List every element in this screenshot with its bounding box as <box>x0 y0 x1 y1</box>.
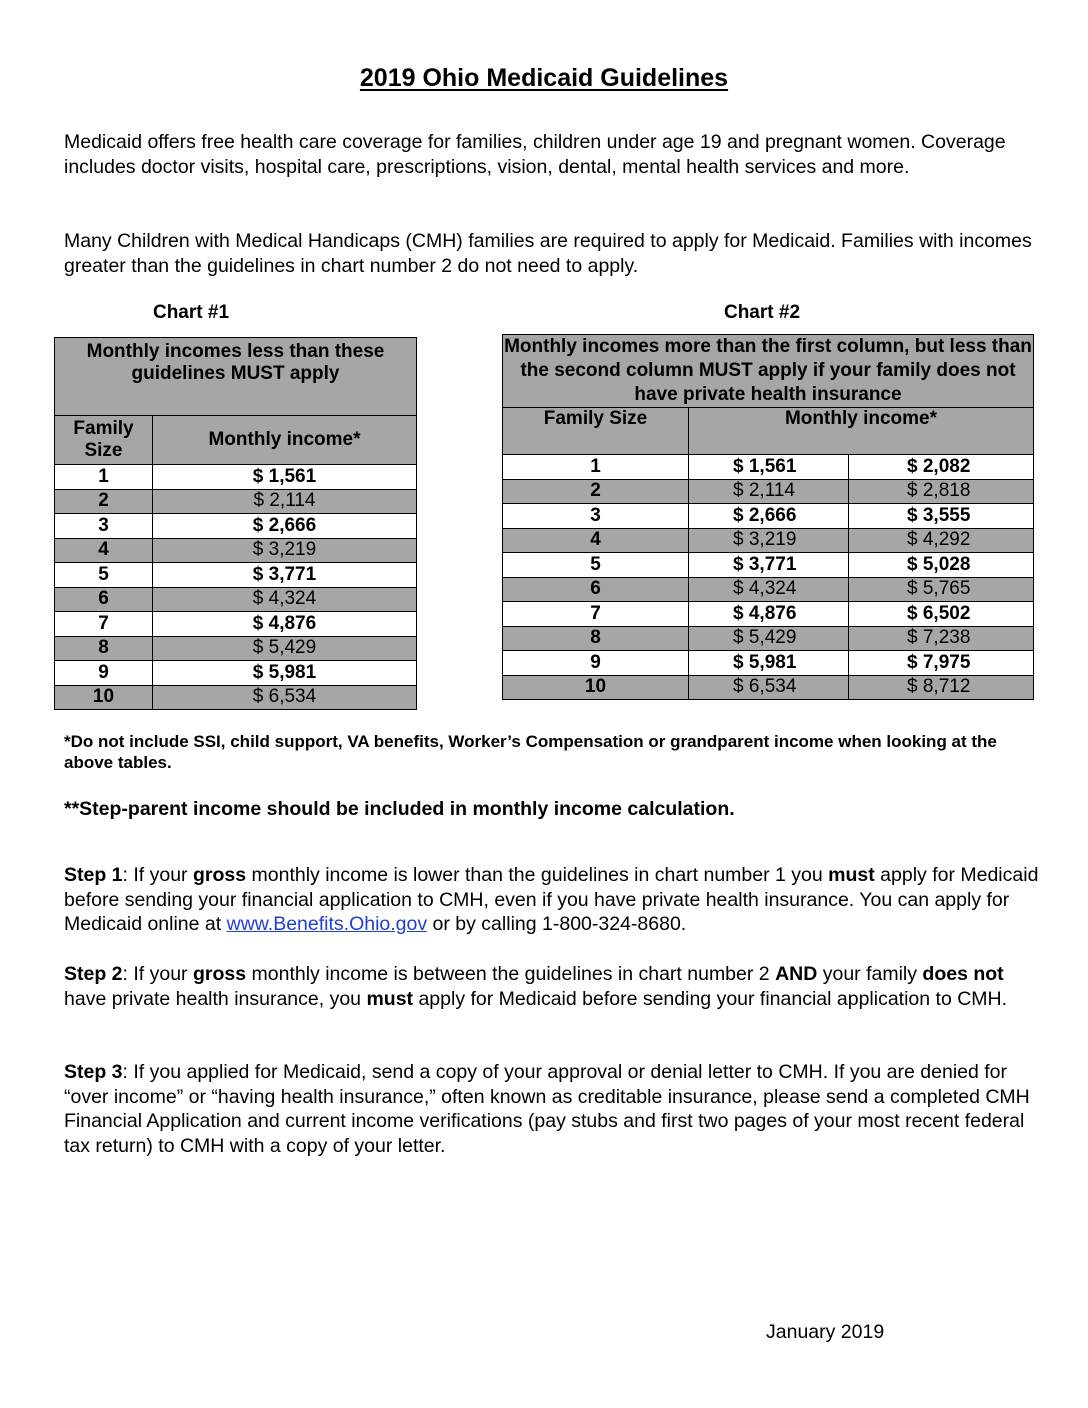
family-size-cell: 7 <box>55 612 153 637</box>
intro-paragraph-coverage: Medicaid offers free health care coverage for families, children under age 19 and pregnant women. Coverage includes doctor visits, hospital care, prescriptions, vision, dental, mental health services and more. <box>64 131 1006 178</box>
chart1-header: Monthly incomes less than these guidelines MUST apply <box>55 338 417 416</box>
income-upper-cell: $ 8,712 <box>849 675 1034 700</box>
table-row <box>503 675 1034 700</box>
table-row <box>503 626 1034 651</box>
step2-text: apply for Medicaid before sending your financial application to CMH. <box>413 987 1008 1010</box>
income-cell: $ 1,561 <box>689 455 849 480</box>
income-upper-cell: $ 5,765 <box>849 577 1034 602</box>
income-cell: $ 2,666 <box>153 514 417 539</box>
document-date: January 2019 <box>766 1321 885 1343</box>
exclusions-note: *Do not include SSI, child support, VA benefits, Worker’s Compensation or grandparent income when looking at the above tables. <box>64 732 997 772</box>
family-size-cell: 6 <box>55 587 153 612</box>
chart2-header-row <box>503 335 1034 408</box>
step1-label: Step 1 <box>64 864 123 886</box>
chart1-label: Chart #1 <box>152 302 230 323</box>
income-cell: $ 3,771 <box>153 563 417 588</box>
step2-emphasis-does-not: does not <box>922 963 1004 985</box>
table-row <box>55 587 417 612</box>
table-row <box>55 661 417 686</box>
step2-paragraph <box>64 962 1039 1011</box>
income-cell: $ 4,324 <box>689 577 849 602</box>
table-row <box>55 514 417 539</box>
income-upper-cell: $ 2,082 <box>849 455 1034 480</box>
income-cell: $ 1,561 <box>153 465 417 490</box>
income-cell: $ 5,981 <box>153 661 417 686</box>
step1-paragraph <box>64 863 1039 937</box>
family-size-cell: 2 <box>55 489 153 514</box>
income-cell: $ 6,534 <box>689 675 849 700</box>
table-row <box>55 489 417 514</box>
family-size-cell: 6 <box>503 577 689 602</box>
intro-paragraph-cmh: Many Children with Medical Handicaps (CMH) families are required to apply for Medicaid. Families with incomes greater than the guidelines in chart number 2 do not need to apply. <box>64 230 1032 277</box>
income-cell: $ 2,114 <box>153 489 417 514</box>
income-cell: $ 2,666 <box>689 504 849 529</box>
income-cell: $ 3,771 <box>689 553 849 578</box>
income-cell: $ 5,981 <box>689 651 849 676</box>
step1-emphasis-gross: gross <box>192 864 247 886</box>
income-upper-cell: $ 5,028 <box>849 553 1034 578</box>
table-row <box>55 465 417 490</box>
step3-label: Step 3 <box>64 1061 123 1083</box>
step2-text: have private health insurance, you <box>64 987 367 1010</box>
family-size-cell: 3 <box>503 504 689 529</box>
family-size-cell: 1 <box>55 465 153 490</box>
step1-emphasis-must: must <box>828 864 875 886</box>
income-upper-cell: $ 7,975 <box>849 651 1034 676</box>
chart2-column-header-row <box>503 408 1034 455</box>
step2-emphasis-must: must <box>366 987 414 1010</box>
family-size-cell: 9 <box>55 661 153 686</box>
family-size-cell: 10 <box>503 675 689 700</box>
step2-label: Step 2 <box>64 963 123 985</box>
chart1-col-monthly-income: Monthly income* <box>153 416 417 465</box>
step1-text: monthly income is lower than the guidelines in chart number 1 you <box>246 864 829 886</box>
table-row <box>55 612 417 637</box>
income-cell: $ 4,324 <box>153 587 417 612</box>
income-cell: $ 3,219 <box>689 528 849 553</box>
income-upper-cell: $ 7,238 <box>849 626 1034 651</box>
step1-text: : If your <box>122 864 193 886</box>
family-size-cell: 9 <box>503 651 689 676</box>
chart2-col-family-size: Family Size <box>503 408 689 455</box>
table-row <box>503 602 1034 627</box>
step3-text: : If you applied for Medicaid, send a copy of your approval or denial letter to CMH. If you are denied for “over income” or “having health insurance,” often known as creditable insurance, please send a completed CMH Financial Application and current income verifications (pay stubs and first two pages of your most recent federal tax return) to CMH with a copy of your letter. <box>64 1061 1030 1157</box>
table-row <box>503 455 1034 480</box>
table-row <box>55 563 417 588</box>
benefits-ohio-link[interactable]: www.Benefits.Ohio.gov <box>226 913 428 935</box>
family-size-cell: 8 <box>55 636 153 661</box>
family-size-cell: 2 <box>503 479 689 504</box>
income-upper-cell: $ 3,555 <box>849 504 1034 529</box>
step3-paragraph <box>64 1060 1039 1158</box>
table-row <box>503 651 1034 676</box>
income-cell: $ 5,429 <box>689 626 849 651</box>
page-title: 2019 Ohio Medicaid Guidelines <box>359 64 729 92</box>
table-row <box>503 553 1034 578</box>
family-size-cell: 8 <box>503 626 689 651</box>
step-parent-note: **Step-parent income should be included in monthly income calculation. <box>64 798 735 820</box>
step2-emphasis-gross: gross <box>192 963 247 985</box>
income-upper-cell: $ 4,292 <box>849 528 1034 553</box>
step1-text: or by calling 1-800-324-8680. <box>427 913 687 935</box>
chart2-col-monthly-income: Monthly income* <box>689 408 1034 455</box>
chart1-col-family-size: Family Size <box>55 416 153 465</box>
step2-emphasis-and: AND <box>775 963 818 985</box>
table-row <box>503 504 1034 529</box>
step2-text: monthly income is between the guidelines in chart number 2 <box>246 963 776 985</box>
income-upper-cell: $ 6,502 <box>849 602 1034 627</box>
family-size-cell: 7 <box>503 602 689 627</box>
family-size-cell: 1 <box>503 455 689 480</box>
table-row <box>503 577 1034 602</box>
family-size-cell: 4 <box>503 528 689 553</box>
family-size-cell: 5 <box>503 553 689 578</box>
step2-text: your family <box>817 963 923 985</box>
income-cell: $ 6,534 <box>153 685 417 710</box>
family-size-cell: 4 <box>55 538 153 563</box>
family-size-cell: 10 <box>55 685 153 710</box>
family-size-cell: 5 <box>55 563 153 588</box>
table-row <box>503 528 1034 553</box>
chart2-label: Chart #2 <box>723 302 801 323</box>
chart1-header-row <box>55 338 417 416</box>
table-row <box>503 479 1034 504</box>
family-size-cell: 3 <box>55 514 153 539</box>
step2-text: : If your <box>122 963 193 985</box>
step1-text: apply for Medicaid before sending your financial application to CMH, even if you have private health insurance. You can apply for Medicaid online at <box>64 864 1039 935</box>
income-cell: $ 4,876 <box>153 612 417 637</box>
income-upper-cell: $ 2,818 <box>849 479 1034 504</box>
table-row <box>55 685 417 710</box>
income-cell: $ 4,876 <box>689 602 849 627</box>
chart2-table <box>502 334 1034 700</box>
income-cell: $ 2,114 <box>689 479 849 504</box>
table-row <box>55 538 417 563</box>
chart1-table <box>54 337 417 710</box>
chart2-header: Monthly incomes more than the first column, but less than the second column MUST apply if your family does not have private health insurance <box>503 335 1034 408</box>
table-row <box>55 636 417 661</box>
chart1-column-header-row <box>55 416 417 465</box>
income-cell: $ 5,429 <box>153 636 417 661</box>
income-cell: $ 3,219 <box>153 538 417 563</box>
